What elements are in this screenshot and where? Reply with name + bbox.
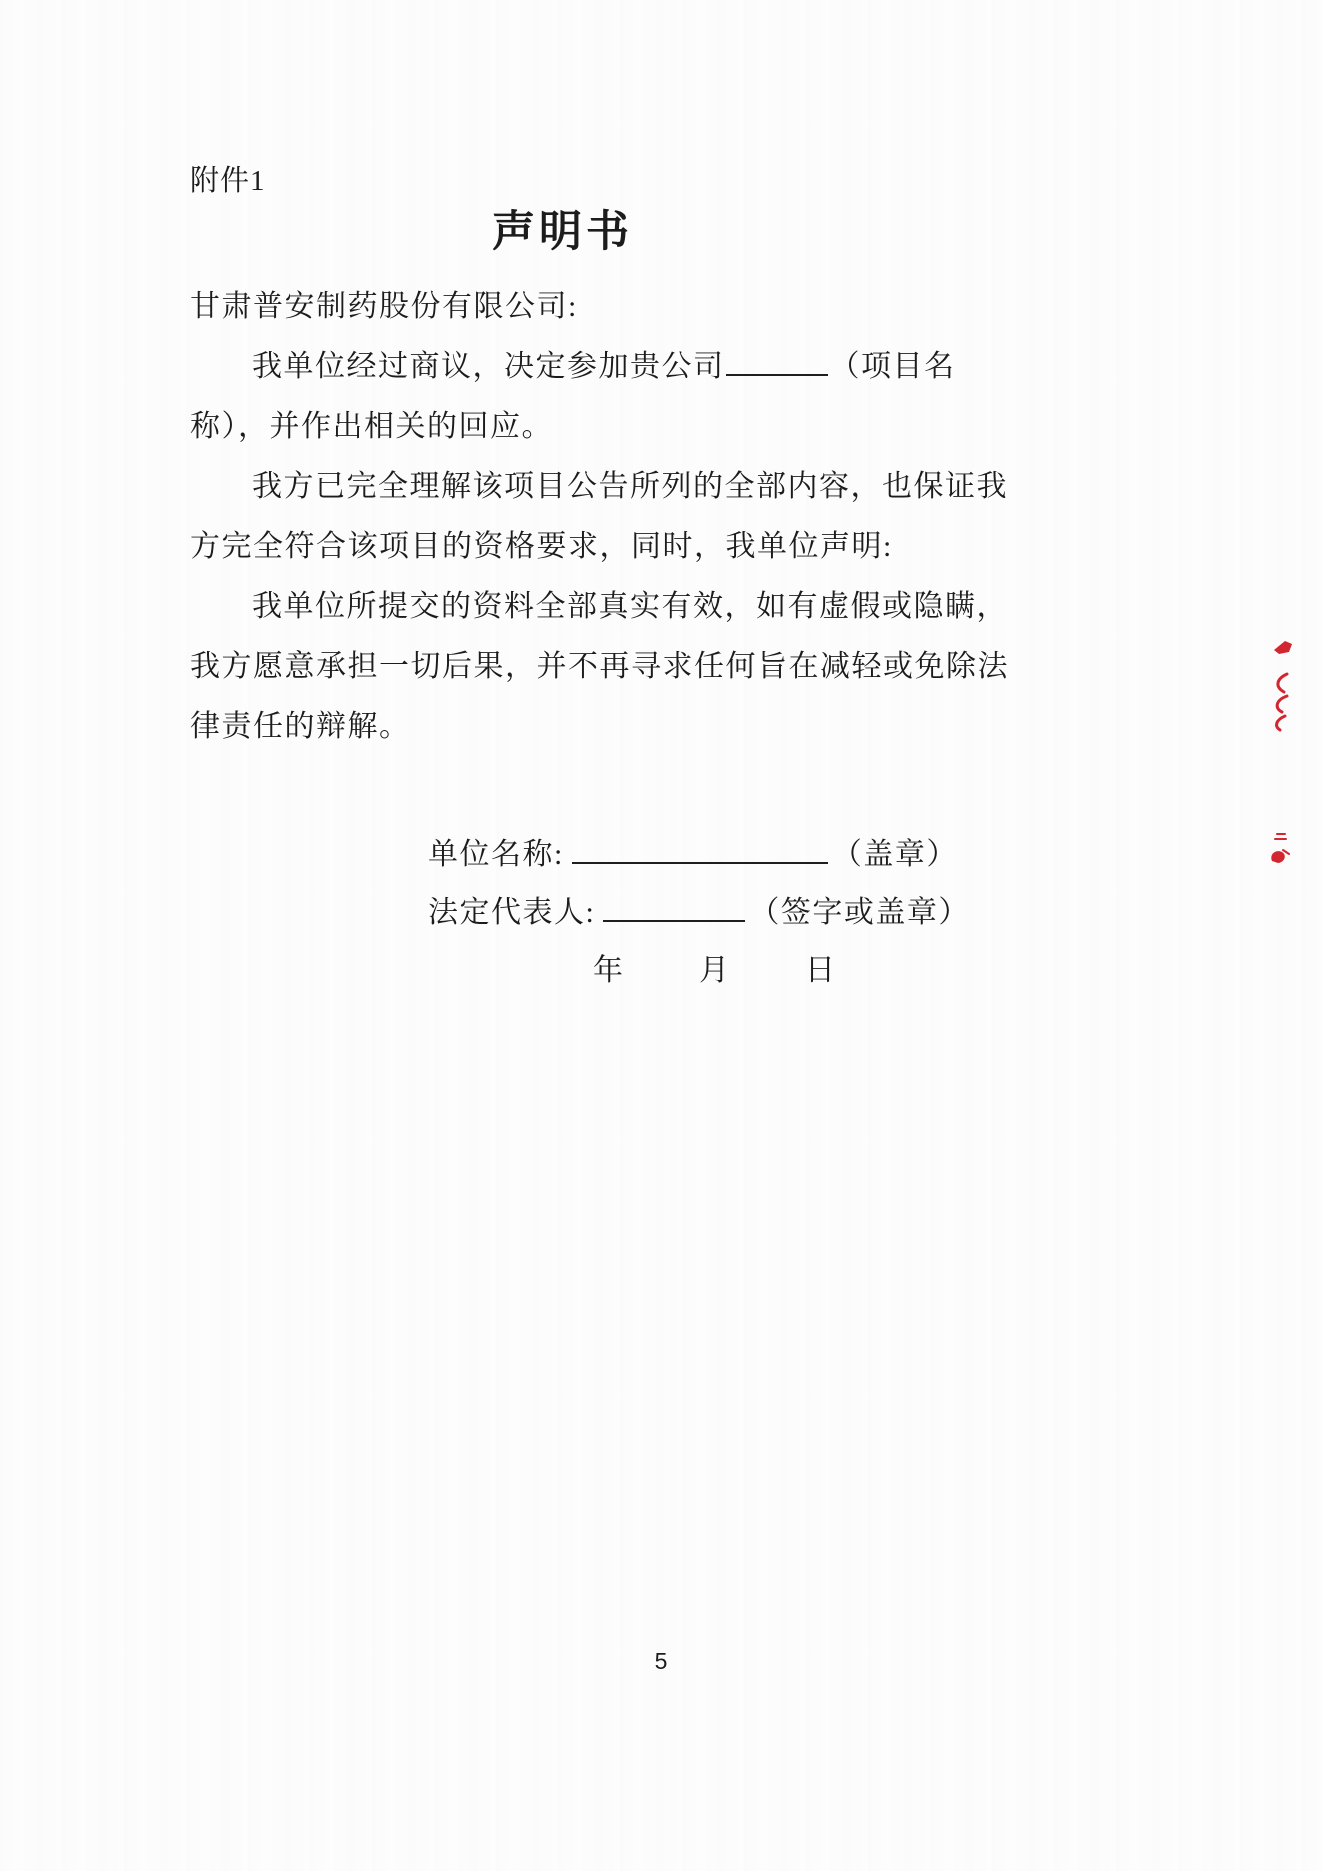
date-month-label: 月 (699, 954, 729, 987)
legal-rep-blank (603, 886, 745, 922)
signature-block (428, 826, 988, 1000)
date-year-label: 年 (593, 954, 623, 987)
attachment-label: 附件1 (190, 165, 266, 197)
body-line: 我方愿意承担一切后果，并不再寻求任何旨在减轻或免除法 (190, 650, 1009, 683)
date-row (428, 942, 988, 1000)
unit-name-row (428, 826, 988, 884)
red-seal-blob-fragment-icon (1268, 847, 1290, 866)
body-line: 称），并作出相关的回应。 (190, 410, 553, 443)
legal-rep-label: 法定代表人: (428, 896, 596, 929)
red-seal-arc-fragments-icon (1266, 671, 1292, 733)
red-seal-tick-fragment-icon (1274, 832, 1287, 843)
body-line: 我方已完全理解该项目公告所列的全部内容，也保证我 (252, 470, 1008, 503)
body-line (190, 337, 956, 397)
red-seal-fragment-icon (1272, 639, 1294, 656)
unit-name-label: 单位名称: (428, 838, 564, 871)
body-line: 我单位所提交的资料全部真实有效，如有虚假或隐瞒， (252, 590, 1008, 623)
project-name-blank (726, 342, 828, 376)
body-line: 甘肃普安制药股份有限公司: (190, 290, 578, 323)
body-line: 方完全符合该项目的资格要求，同时，我单位声明: (190, 530, 893, 563)
unit-seal-note: （盖章） (831, 838, 958, 871)
body-text: 我单位经过商议，决定参加贵公司 (252, 350, 725, 383)
legal-rep-seal-note: （签字或盖章） (749, 896, 970, 929)
document-body (190, 277, 1009, 757)
page-number: 5 (654, 1648, 668, 1674)
unit-name-blank (572, 828, 828, 864)
document-title: 声明书 (492, 209, 633, 256)
date-day-label: 日 (805, 954, 835, 987)
body-line: 律责任的辩解。 (190, 710, 411, 743)
legal-rep-row (428, 884, 988, 942)
body-text: （项目名 (829, 350, 956, 383)
